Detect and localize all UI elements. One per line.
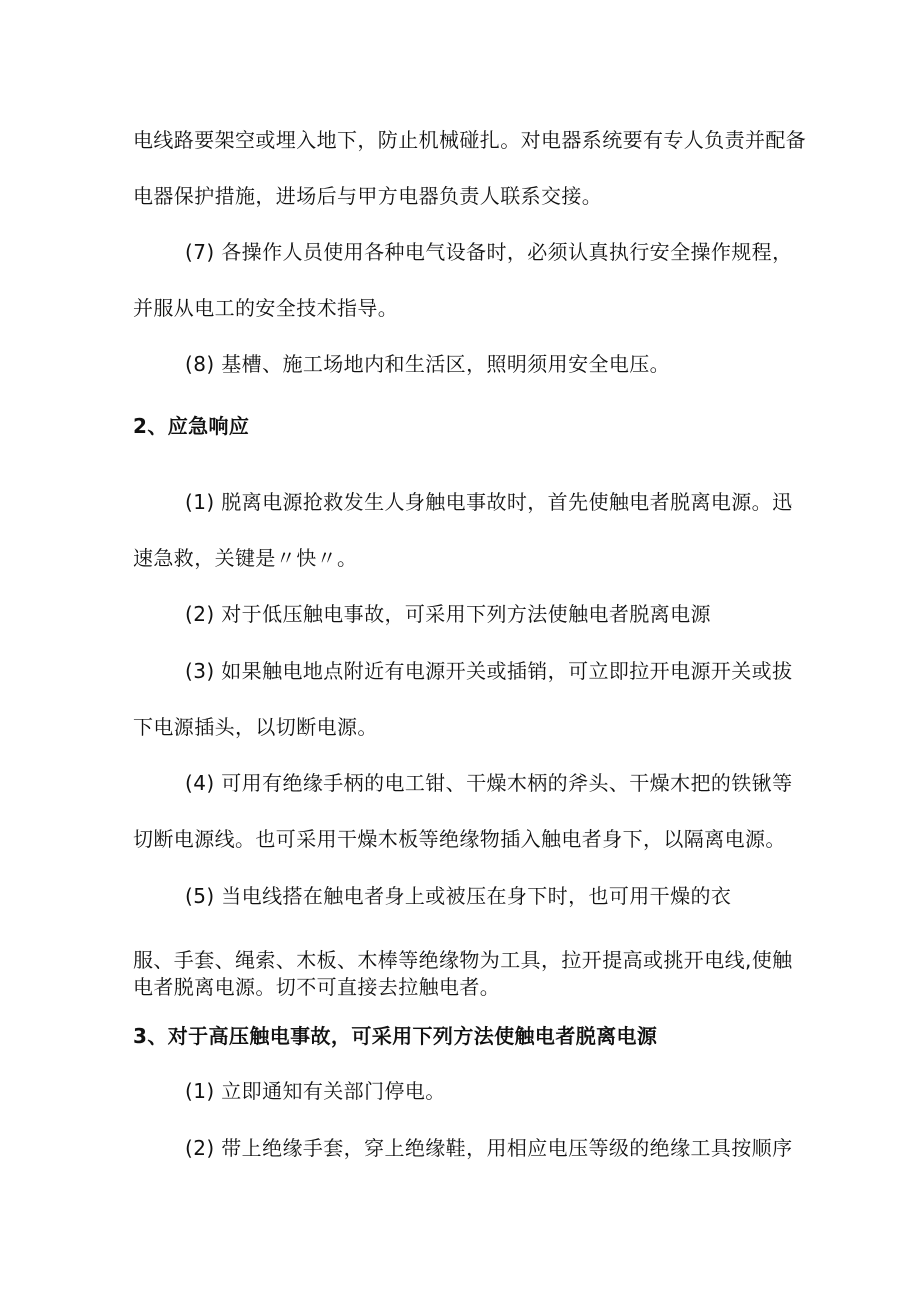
list-item-1: (1) 脱离电源抢救发生人身触电事故时，首先使触电者脱离电源。迅 xyxy=(185,490,793,514)
body-text-line: 并服从电工的安全技术指导。 xyxy=(133,296,399,320)
section-heading-emergency-response: 2、应急响应 xyxy=(133,414,250,438)
body-text-line: 服、手套、绳索、木板、木棒等绝缘物为工具，拉开提高或挑开电线,使触 xyxy=(133,948,793,972)
list-item-5: (5) 当电线搭在触电者身上或被压在身下时，也可用干燥的衣 xyxy=(185,884,732,908)
body-text-line: 电者脱离电源。切不可直接去拉触电者。 xyxy=(133,975,501,999)
body-text-line: 电器保护措施，进场后与甲方电器负责人联系交接。 xyxy=(133,184,603,208)
body-text-line: 电线路要架空或埋入地下，防止机械碰扎。对电器系统要有专人负责并配备 xyxy=(133,128,807,152)
list-item-2: (2) 对于低压触电事故，可采用下列方法使触电者脱离电源 xyxy=(185,602,711,626)
list-item-2: (2) 带上绝缘手套，穿上绝缘鞋，用相应电压等级的绝缘工具按顺序 xyxy=(185,1136,793,1160)
list-item-3: (3) 如果触电地点附近有电源开关或插销，可立即拉开电源开关或拔 xyxy=(185,659,793,683)
body-text-line: 速急救，关键是〃快〃。 xyxy=(133,546,358,570)
list-item-7: (7) 各操作人员使用各种电气设备时，必须认真执行安全操作规程， xyxy=(185,240,793,264)
list-item-8: (8) 基槽、施工场地内和生活区，照明须用安全电压。 xyxy=(185,352,671,376)
section-heading-high-voltage: 3、对于高压触电事故，可采用下列方法使触电者脱离电源 xyxy=(133,1024,658,1048)
list-item-4: (4) 可用有绝缘手柄的电工钳、干燥木柄的斧头、干燥木把的铁锹等 xyxy=(185,771,793,795)
body-text-line: 切断电源线。也可采用干燥木板等绝缘物插入触电者身下，以隔离电源。 xyxy=(133,827,786,851)
body-text-line: 下电源插头，以切断电源。 xyxy=(133,715,378,739)
list-item-1: (1) 立即通知有关部门停电。 xyxy=(185,1079,446,1103)
